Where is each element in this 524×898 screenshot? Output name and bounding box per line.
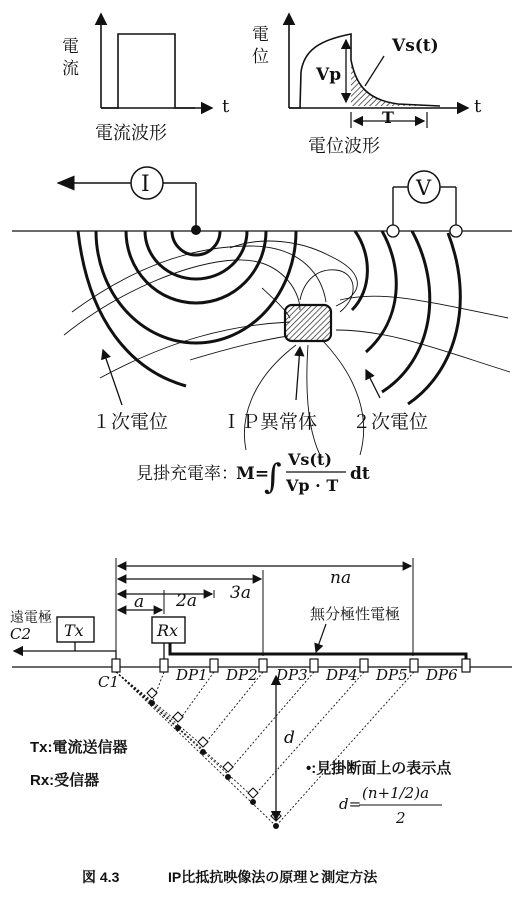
formula-prefix: 見掛充電率： bbox=[136, 464, 238, 484]
plot-point-4 bbox=[225, 774, 231, 780]
electrode-label-dp2: DP2 bbox=[226, 666, 258, 684]
electrode-label-dp6: DP6 bbox=[426, 666, 458, 684]
electrode-label-dp3: DP3 bbox=[276, 666, 308, 684]
potential-axis-label-1: 電 bbox=[252, 25, 269, 45]
c2-label: C2 bbox=[10, 625, 32, 643]
nonpolar-electrode-label: 無分極性電極 bbox=[310, 605, 401, 623]
vp-label: Vp bbox=[316, 65, 342, 85]
spacing-label-na: na bbox=[330, 568, 352, 588]
depth-formula-numerator: (n+1/2)a bbox=[362, 784, 430, 802]
ammeter-symbol: I bbox=[141, 172, 150, 197]
formula-m: M= bbox=[236, 464, 270, 484]
secondary-arc-3 bbox=[382, 231, 430, 392]
t-interval-label: T bbox=[382, 108, 394, 127]
secondary-pointer bbox=[366, 370, 380, 398]
far-electrode-label: 遠電極 bbox=[10, 610, 52, 626]
plot-point-2 bbox=[175, 725, 181, 731]
potential-electrode-1 bbox=[387, 225, 399, 237]
formula-dt: dt bbox=[350, 464, 370, 484]
midpoint-marker-3 bbox=[198, 737, 208, 747]
current-electrode bbox=[191, 225, 201, 235]
current-pulse bbox=[101, 34, 195, 108]
pseudosection-lines bbox=[116, 672, 414, 826]
electrode-label-dp4: DP4 bbox=[326, 666, 358, 684]
primary-equipotential-5 bbox=[78, 231, 186, 386]
midpoint-marker-4 bbox=[223, 762, 233, 772]
electrode-dp0 bbox=[160, 659, 168, 672]
midpoint-markers bbox=[147, 688, 281, 821]
secondary-potential-label: ２次電位 bbox=[352, 411, 429, 433]
electrode-dp2 bbox=[259, 659, 267, 672]
potential-t-label: t bbox=[474, 96, 482, 117]
plot-point-3 bbox=[200, 749, 206, 755]
depth-formula-denominator: 2 bbox=[396, 809, 406, 827]
voltmeter-symbol: V bbox=[416, 176, 432, 200]
electrode-label-dp1: DP1 bbox=[176, 666, 208, 684]
secondary-arc-1 bbox=[352, 231, 367, 310]
current-t-label: t bbox=[222, 96, 230, 117]
potential-waveform-panel bbox=[252, 14, 482, 157]
measurement-layout bbox=[10, 558, 512, 829]
plot-point-1 bbox=[149, 700, 155, 706]
potential-electrode-2 bbox=[450, 225, 462, 237]
point-legend: •:見掛断面上の表示点 bbox=[306, 760, 452, 777]
plot-points bbox=[149, 700, 279, 829]
potential-decay-area bbox=[351, 60, 430, 106]
spacing-label-a: a bbox=[134, 592, 145, 612]
rx-box-label: Rx bbox=[157, 621, 179, 640]
tx-to-c1-wire bbox=[75, 651, 116, 660]
midpoint-marker-2 bbox=[173, 712, 183, 722]
nonpolar-pointer bbox=[316, 624, 326, 652]
electrode-dp4 bbox=[360, 659, 368, 672]
ip-anomaly-label: ＩＰ異常体 bbox=[222, 411, 318, 433]
current-waveform-panel bbox=[62, 14, 230, 144]
electrode-label-c1: C1 bbox=[98, 673, 120, 691]
figure-title: IP比抵抗映像法の原理と測定方法 bbox=[168, 869, 378, 885]
tx-box-label: Tx bbox=[64, 621, 84, 640]
electrode-dp5 bbox=[410, 659, 418, 672]
principle-diagram bbox=[12, 167, 512, 455]
depth-label: d bbox=[284, 728, 295, 748]
figure-number: 図 4.3 bbox=[82, 869, 120, 885]
ip-anomaly-body bbox=[285, 305, 331, 341]
primary-equipotential-4 bbox=[96, 231, 296, 343]
formula-numerator: Vs(t) bbox=[288, 450, 332, 469]
chargeability-formula bbox=[136, 450, 370, 497]
primary-potential-label: １次電位 bbox=[92, 411, 169, 433]
primary-pointer bbox=[103, 350, 122, 405]
potential-axis-label-2: 位 bbox=[252, 47, 269, 67]
current-axis-label-2: 流 bbox=[62, 59, 79, 79]
depth-formula-lhs: d= bbox=[339, 795, 362, 813]
figure-caption bbox=[82, 869, 378, 885]
electrode-dp1 bbox=[210, 659, 218, 672]
formula-denominator: Vp · T bbox=[286, 476, 339, 495]
vs-pointer bbox=[365, 56, 384, 86]
tx-lead bbox=[57, 642, 75, 651]
plot-point-5 bbox=[250, 799, 256, 805]
midpoint-marker-5 bbox=[248, 788, 258, 798]
plot-point-6 bbox=[273, 823, 279, 829]
vs-label: Vs(t) bbox=[392, 36, 439, 56]
potential-caption: 電位波形 bbox=[308, 136, 380, 157]
electrode-c1 bbox=[112, 659, 120, 672]
midpoint-marker-1 bbox=[147, 688, 157, 698]
current-axis-label-1: 電 bbox=[62, 37, 79, 57]
formula-integral: ∫ bbox=[264, 457, 282, 497]
current-caption: 電流波形 bbox=[95, 123, 167, 144]
rx-legend: Rx:受信器 bbox=[30, 772, 100, 789]
electrode-label-dp5: DP5 bbox=[376, 666, 408, 684]
secondary-arc-4 bbox=[408, 233, 460, 404]
spacing-label-3a: 3a bbox=[230, 583, 251, 603]
tx-legend: Tx:電流送信器 bbox=[30, 739, 128, 756]
electrode-dp6 bbox=[462, 659, 470, 672]
anomaly-pointer bbox=[296, 347, 300, 400]
spacing-label-2a: 2a bbox=[176, 591, 197, 611]
electrode-dp3 bbox=[310, 659, 318, 672]
secondary-arc-2 bbox=[366, 231, 396, 352]
